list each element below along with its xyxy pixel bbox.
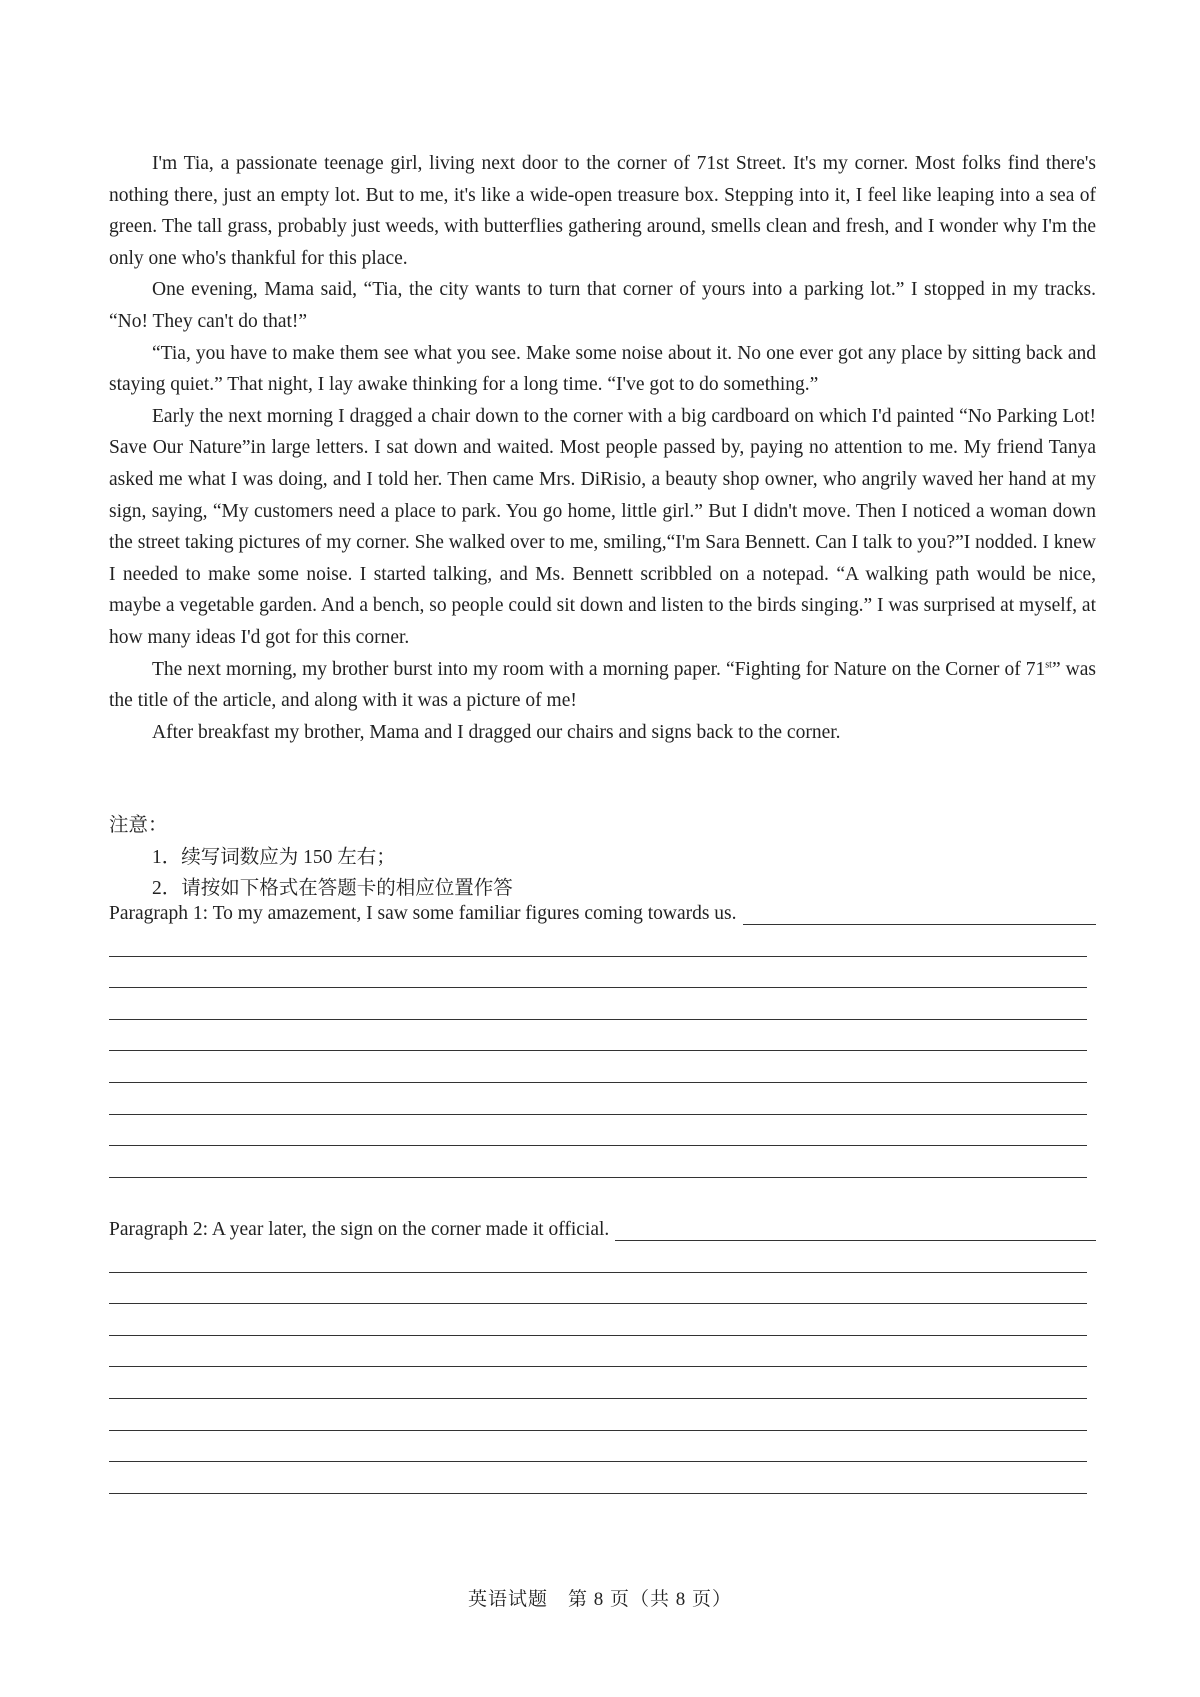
text: The next morning, my brother burst into my room with a morning paper. “Fighting for Nature on the Corner of 71: [152, 658, 1046, 680]
answer-line[interactable]: [109, 1336, 1087, 1368]
note-item: 2．请按如下格式在答题卡的相应位置作答: [152, 878, 513, 900]
answer-line[interactable]: [109, 1304, 1087, 1336]
answer-line[interactable]: [109, 1399, 1087, 1431]
answer-line[interactable]: [109, 1367, 1087, 1399]
answer-line[interactable]: [109, 988, 1087, 1020]
passage-paragraph: After breakfast my brother, Mama and I dragged our chairs and signs back to the corner.: [152, 721, 841, 743]
passage-paragraph: I'm Tia, a passionate teenage girl, living next door to the corner of 71st Street. It's my corner. Most folks find there's nothing there, just an empty lot. But to me, it's like a wide-open treasure box. Stepping into it, I feel like leaping into a sea of green. The tall grass, probably just weeds, with butterflies gathering around, smells clean and fresh, and I wonder why I'm the only one who's thankful for this place.: [109, 153, 1096, 269]
answer-line[interactable]: [109, 1273, 1087, 1305]
passage-paragraph: “Tia, you have to make them see what you see. Make some noise about it. No one ever got any place by sitting back and staying quiet.” That night, I lay awake thinking for a long time. “I've got to do something.”: [109, 342, 1096, 396]
answer-line[interactable]: [109, 1241, 1087, 1273]
passage-paragraph: Early the next morning I dragged a chair down to the corner with a big cardboard on which I'd painted “No Parking Lot! Save Our Nature”in large letters. I sat down and waited. Most people passed by, paying no attention to me. My friend Tanya asked me what I was doing, and I told her. Then came Mrs. DiRisio, a beauty shop owner, who angrily waved her hand at my sign, saying, “My customers need a place to park. You go home, little girl.” But I didn't move. Then I noticed a woman down the street taking pictures of my corner. She walked over to me, smiling,“I'm Sara Bennett. Can I talk to you?”I nodded. I knew I needed to make some noise. I started talking, and Ms. Bennett scribbled on a notepad. “A walking path would be nice, maybe a vegetable garden. And a bench, so people could sit down and listen to the birds singing.” I was surprised at myself, at how many ideas I'd got for this corner.: [109, 405, 1096, 648]
note-item: 1．续写词数应为 150 左右；: [152, 846, 396, 868]
superscript: st: [1045, 659, 1052, 670]
answer-line[interactable]: [109, 1462, 1087, 1494]
answer-line[interactable]: [109, 1083, 1087, 1115]
paragraph-1-prompt: Paragraph 1: To my amazement, I saw some familiar figures coming towards us.: [109, 903, 737, 924]
paragraph-2-answer-area: [109, 1219, 1096, 1494]
answer-line[interactable]: [109, 925, 1087, 957]
reading-passage: [109, 148, 1096, 748]
notes: [109, 810, 513, 905]
passage-paragraph: [109, 654, 1096, 717]
answer-line[interactable]: [109, 1115, 1087, 1147]
notes-title: 注意：: [109, 815, 168, 836]
passage-paragraph: One evening, Mama said, “Tia, the city wants to turn that corner of yours into a parking lot.” I stopped in my tracks. “No! They can't do that!”: [109, 279, 1096, 332]
answer-line[interactable]: [109, 1146, 1087, 1178]
answer-line[interactable]: [109, 1051, 1087, 1083]
paragraph-2-prompt: Paragraph 2: A year later, the sign on the corner made it official.: [109, 1219, 610, 1240]
page-footer: 英语试题 第 8 页（共 8 页）: [467, 1589, 732, 1610]
answer-line[interactable]: [615, 1222, 1096, 1241]
text: ” was the title of the article, and along with it was a picture of me!: [109, 658, 1097, 712]
paragraph-1-answer-area: [109, 903, 1096, 1178]
answer-line[interactable]: [743, 906, 1096, 925]
answer-line[interactable]: [109, 1431, 1087, 1463]
answer-line[interactable]: [109, 1020, 1087, 1052]
answer-line[interactable]: [109, 957, 1087, 989]
